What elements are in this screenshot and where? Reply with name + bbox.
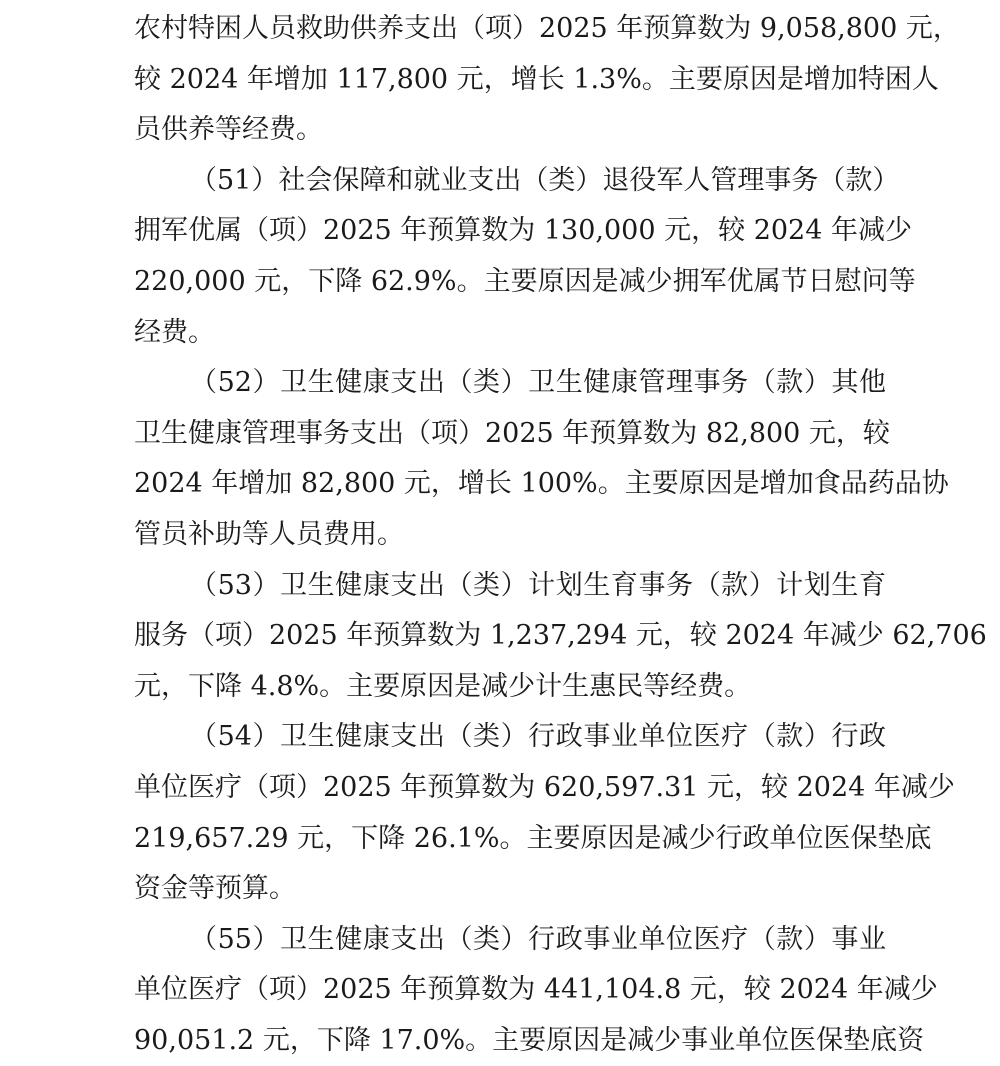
text-line: 农村特困人员救助供养支出（项）2025 年预算数为 9,058,800 元， xyxy=(134,13,960,44)
text-line: 单位医疗（项）2025 年预算数为 441,104.8 元，较 2024 年减少 xyxy=(134,974,938,1006)
text-line: 拥军优属（项）2025 年预算数为 130,000 元，较 2024 年减少 xyxy=(134,215,912,247)
text-line: 元，下降 4.8%。主要原因是减少计生惠民等经费。 xyxy=(134,670,752,702)
paragraph-50-continued xyxy=(134,4,960,156)
paragraph-52 xyxy=(134,358,949,560)
text-line: （55）卫生健康支出（类）行政事业单位医疗（款）事业 xyxy=(190,923,886,955)
paragraph-51 xyxy=(134,156,916,358)
paragraph-55 xyxy=(134,915,938,1066)
paragraph-53 xyxy=(134,561,987,713)
text-line: （54）卫生健康支出（类）行政事业单位医疗（款）行政 xyxy=(190,721,886,753)
text-line: 单位医疗（项）2025 年预算数为 620,597.31 元，较 2024 年减少 xyxy=(134,771,955,803)
text-line: 员供养等经费。 xyxy=(134,114,323,146)
document-page xyxy=(134,4,987,1066)
paragraph-54 xyxy=(134,712,955,914)
text-line: （51）社会保障和就业支出（类）退役军人管理事务（款） xyxy=(190,164,900,196)
text-line: 219,657.29 元，下降 26.1%。主要原因是减少行政单位医保垫底 xyxy=(134,822,932,854)
text-line: 经费。 xyxy=(134,316,215,348)
text-line: 管员补助等人员费用。 xyxy=(134,518,404,550)
text-line: （52）卫生健康支出（类）卫生健康管理事务（款）其他 xyxy=(190,367,886,399)
text-line: 资金等预算。 xyxy=(134,873,296,905)
text-line: 较 2024 年增加 117,800 元，增长 1.3%。主要原因是增加特困人 xyxy=(134,63,939,95)
text-line: 卫生健康管理事务支出（项）2025 年预算数为 82,800 元，较 xyxy=(134,417,890,449)
text-line: 220,000 元，下降 62.9%。主要原因是减少拥军优属节日慰问等 xyxy=(134,265,916,297)
text-line: 服务（项）2025 年预算数为 1,237,294 元，较 2024 年减少 62,706 xyxy=(134,620,987,652)
text-line: （53）卫生健康支出（类）计划生育事务（款）计划生育 xyxy=(190,569,886,601)
text-line: 90,051.2 元，下降 17.0%。主要原因是减少事业单位医保垫底资 xyxy=(134,1024,925,1056)
text-line: 2024 年增加 82,800 元，增长 100%。主要原因是增加食品药品协 xyxy=(134,468,949,500)
